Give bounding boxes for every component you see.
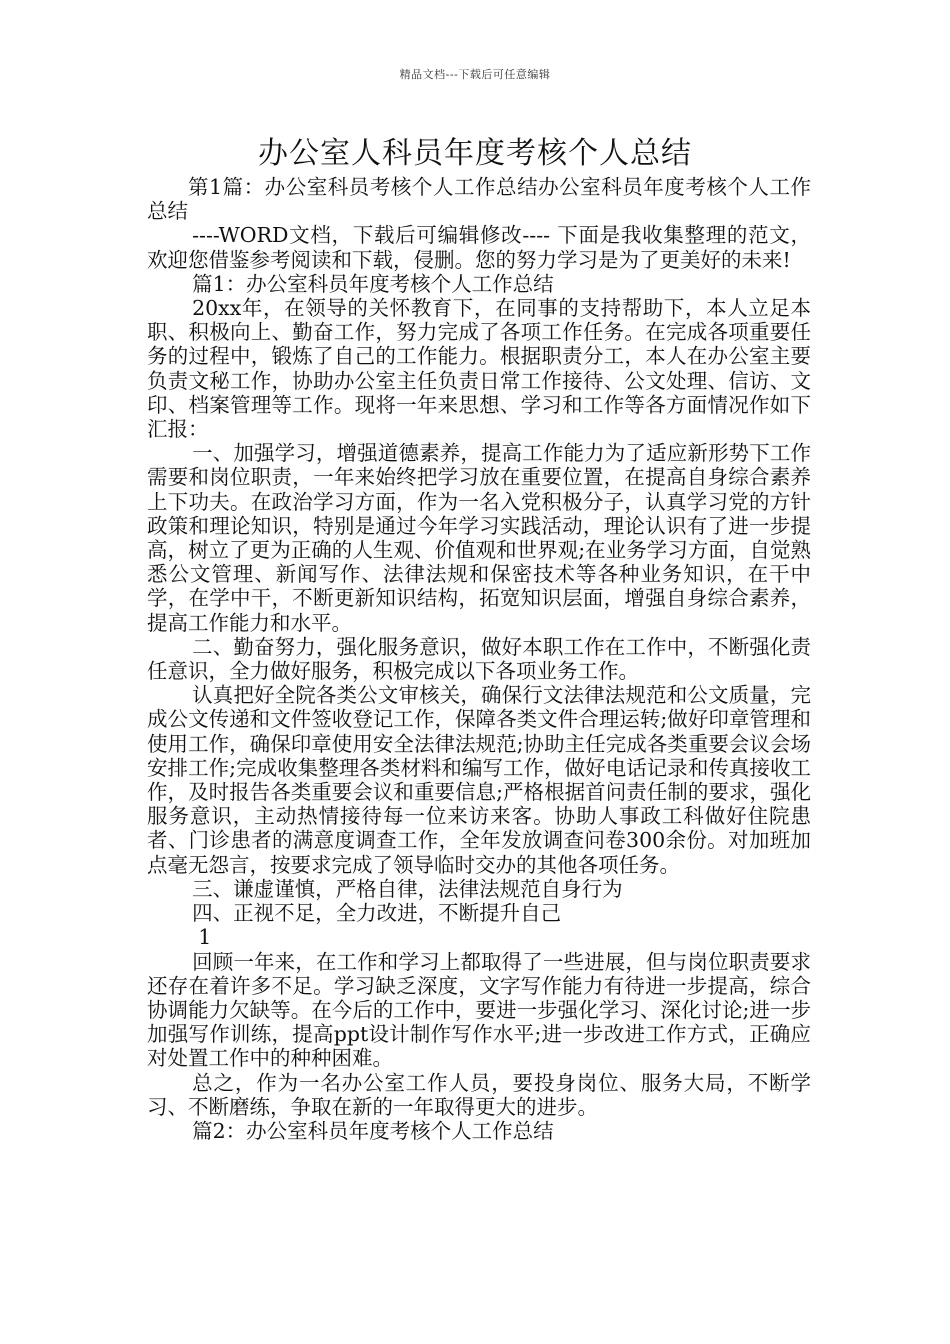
paragraph-overview: 20xx年，在领导的关怀教育下，在同事的支持帮助下，本人立足本职、积极向上、勤奋工作，努力完成了各项工作任务。在完成各项重要任务的过程中，锻炼了自己的工作能力。根据职责分工，本人在办公室主要负责文秘工作，协助办公室主任负责日常工作接待、公文处理、信访、文印、档案管理等工作。现将一年来思想、学习和工作等各方面情况作如下汇报： xyxy=(147,296,811,442)
paragraph-point-one: 一、加强学习，增强道德素养，提高工作能力为了适应新形势下工作需要和岗位职责，一年来始终把学习放在重要位置，在提高自身综合素养上下功夫。在政治学习方面，作为一名入党积极分子，认真学习党的方针政策和理论知识，特别是通过今年学习实践活动，理论认识有了进一步提高，树立了更为正确的人生观、价值观和世界观;在业务学习方面，自觉熟悉公文管理、新闻写作、法律法规和保密技术等各种业务知识，在干中学，在学中干，不断更新知识结构，拓宽知识层面，增强自身综合素养，提高工作能力和水平。 xyxy=(147,441,811,635)
paragraph-chapter-heading: 第1篇：办公室科员考核个人工作总结办公室科员年度考核个人工作总结 xyxy=(147,175,811,224)
paragraph-section-heading: 篇1：办公室科员年度考核个人工作总结 xyxy=(192,271,554,296)
header-note: 精品文档---下载后可任意编辑 xyxy=(399,68,551,81)
paragraph-point-two: 二、勤奋努力，强化服务意识，做好本职工作在工作中，不断强化责任意识，全力做好服务，积极完成以下各项业务工作。 xyxy=(147,634,811,684)
paragraph-intro-note: ----WORD文档，下载后可编辑修改---- 下面是我收集整理的范文，欢迎您借鉴参考阅读和下载，侵删。您的努力学习是为了更美好的未来! xyxy=(147,223,811,272)
page-number: 1 xyxy=(198,925,212,950)
document-title: 办公室人科员年度考核个人总结 xyxy=(258,136,692,171)
paragraph-review: 回顾一年来，在工作和学习上都取得了一些进展，但与岗位职责要求还存在着许多不足。学习缺乏深度，文字写作能力有待进一步提高，综合协调能力欠缺等。在今后的工作中，要进一步强化学习、深化讨论;进一步加强写作训练，提高ppt设计制作写作水平;进一步改进工作方式，正确应对处置工作中的种种困难。 xyxy=(147,949,811,1071)
paragraph-conclusion: 总之，作为一名办公室工作人员，要投身岗位、服务大局，不断学习、不断磨练，争取在新的一年取得更大的进步。 xyxy=(147,1070,811,1119)
document-body xyxy=(147,175,811,1143)
paragraph-duties: 认真把好全院各类公文审核关，确保行文法律法规范和公文质量，完成公文传递和文件签收登记工作，保障各类文件合理运转;做好印章管理和使用工作，确保印章使用安全法律法规范;协助主任完成各类重要会议会场安排工作;完成收集整理各类材料和编写工作，做好电话记录和传真接收工作，及时报告各类重要会议和重要信息;严格根据首问责任制的要求，强化服务意识，主动热情接待每一位来访来客。协助人事政工科做好住院患者、门诊患者的满意度调查工作，全年发放调查问卷300余份。对加班加点毫无怨言，按要求完成了领导临时交办的其他各项任务。 xyxy=(147,683,811,877)
paragraph-point-four: 四、正视不足，全力改进，不断提升自己 xyxy=(192,901,562,926)
paragraph-next-section-heading: 篇2：办公室科员年度考核个人工作总结 xyxy=(192,1118,554,1143)
paragraph-point-three: 三、谦虚谨慎，严格自律，法律法规范自身行为 xyxy=(192,876,623,901)
